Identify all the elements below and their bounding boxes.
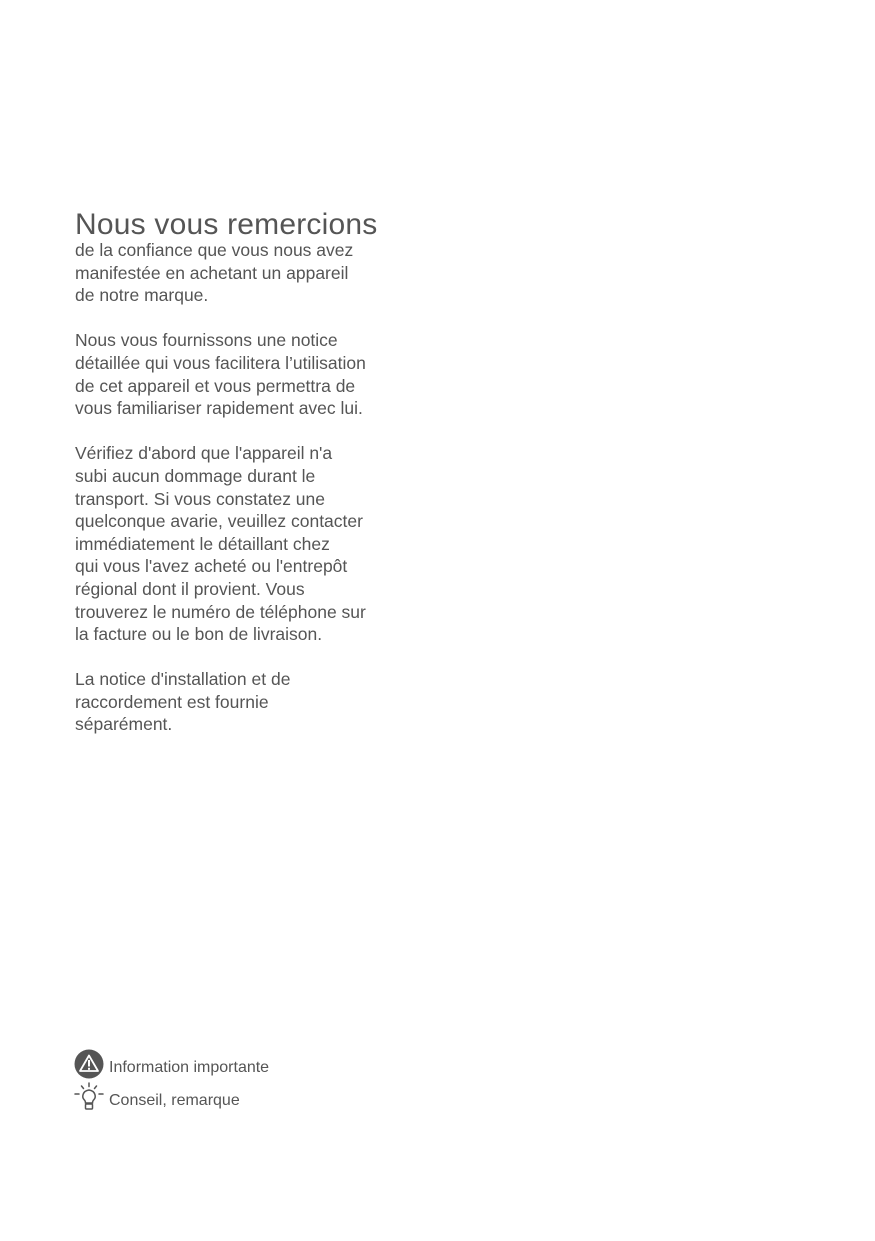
legend-item-warning	[74, 1046, 269, 1079]
intro-paragraph-damage-check: Vérifiez d'abord que l'appareil n'a subi aucun dommage durant le transport. Si vous constatez une quelconque avarie, veuillez contacter immédiatement le détaillant chez qui vous l'avez acheté ou l'entrepôt régional dont il provient. Vous trouverez le numéro de téléphone sur la facture ou le bon de livraison.	[75, 443, 366, 645]
symbol-legend	[74, 1046, 269, 1112]
warning-icon	[74, 1049, 104, 1079]
legend-item-tip	[74, 1079, 269, 1112]
lightbulb-icon	[74, 1082, 104, 1112]
intro-paragraph-thanks: de la confiance que vous nous avez manifestée en achetant un appareil de notre marque.	[75, 240, 354, 306]
page-title: Nous vous remercions	[75, 208, 378, 241]
intro-paragraph-notice: Nous vous fournissons une notice détaillée qui vous facilitera l’utilisation de cet appareil et vous permettra de vous familiariser rapidement avec lui.	[75, 330, 366, 419]
intro-section	[75, 207, 435, 759]
legend-label-warning: Information importante	[109, 1059, 270, 1076]
legend-label-tip: Conseil, remarque	[109, 1092, 240, 1109]
intro-paragraph-installation: La notice d'installation et de raccordement est fournie séparément.	[75, 669, 291, 735]
